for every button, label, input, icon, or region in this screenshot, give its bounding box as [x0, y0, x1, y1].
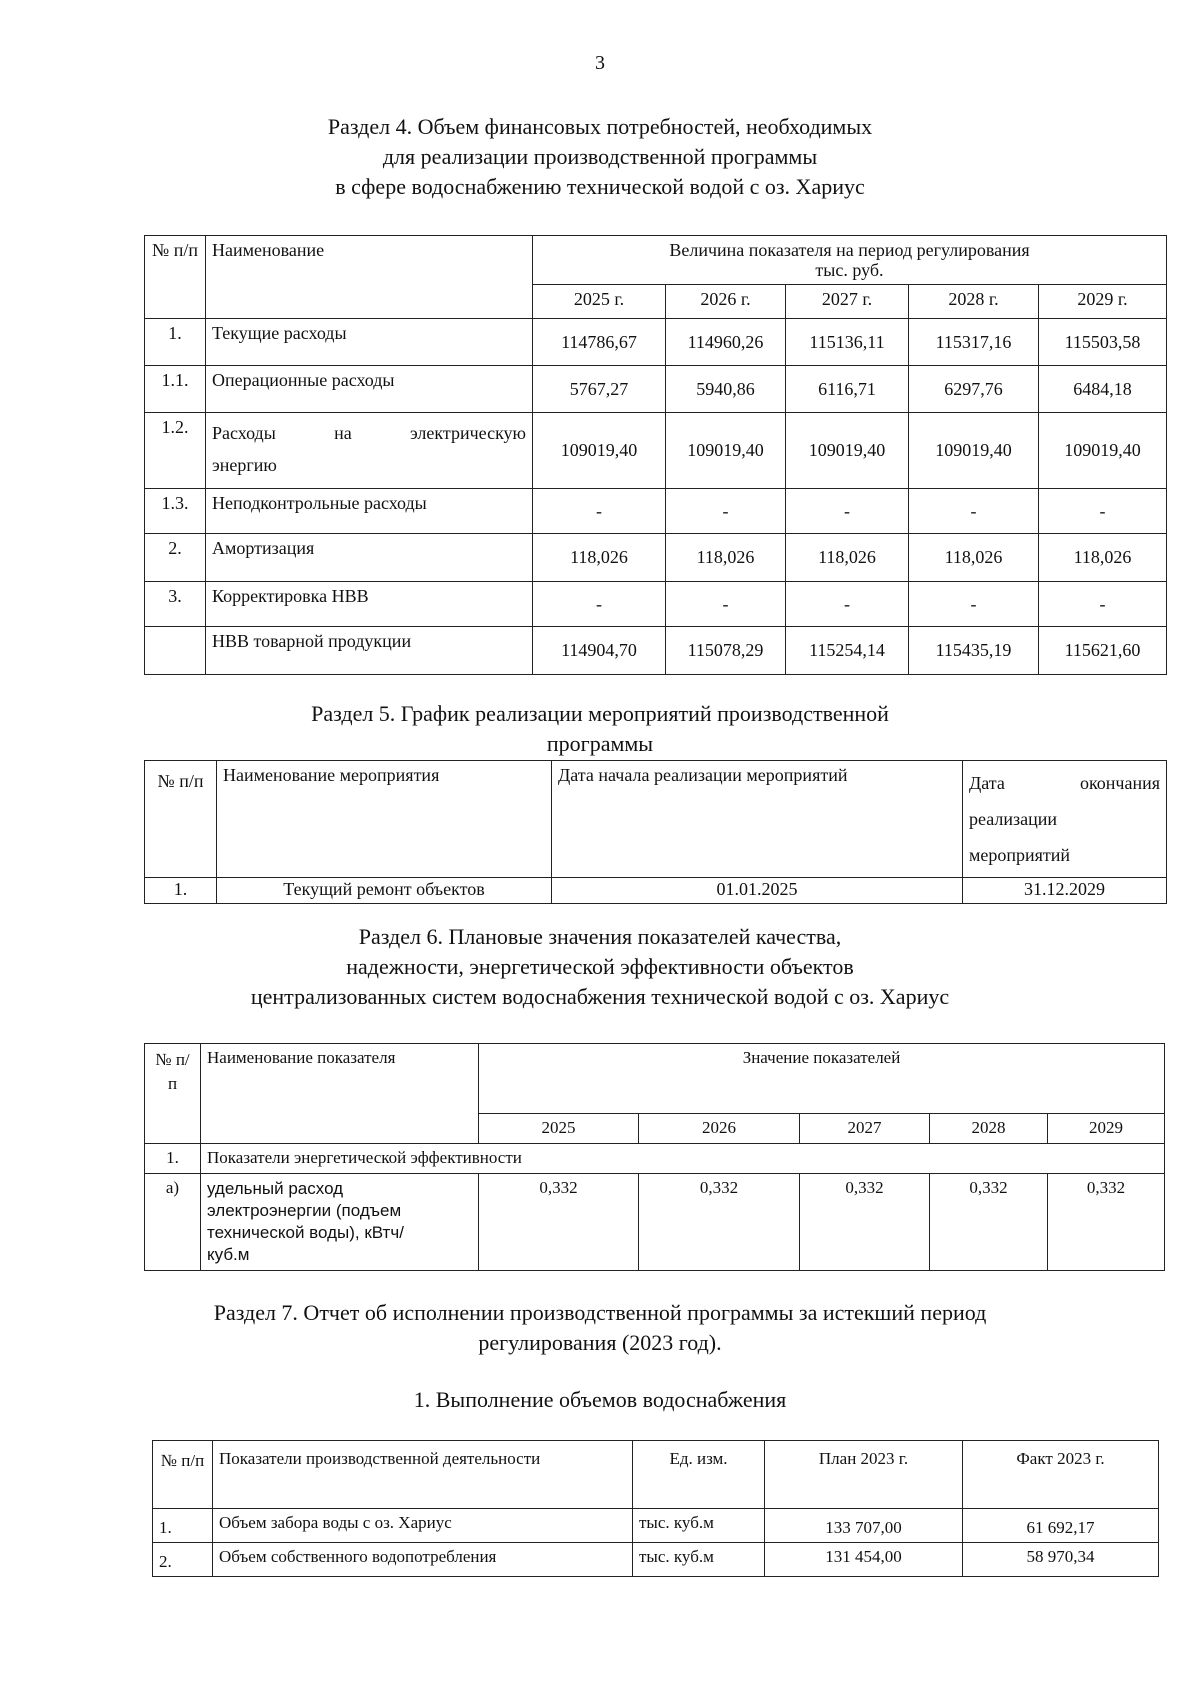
section-4-title-line: Раздел 4. Объем финансовых потребностей, необходимых [327, 114, 873, 139]
row-value: 115621,60 [1039, 627, 1167, 675]
row-name: НВВ товарной продукции [206, 627, 533, 675]
header-fact: Факт 2023 г. [963, 1441, 1159, 1509]
year-header: 2029 г. [1039, 285, 1167, 319]
table-row [145, 582, 1167, 627]
table-row [145, 319, 1167, 366]
row-value: 118,026 [666, 534, 786, 582]
row-value: 115078,29 [666, 627, 786, 675]
row-value: 118,026 [1039, 534, 1167, 582]
row-value: 114786,67 [533, 319, 666, 366]
header-no: № п/п [145, 1044, 201, 1144]
section-7-title [0, 1298, 1200, 1358]
page-number: 3 [595, 52, 605, 74]
table-row [145, 878, 1167, 904]
section-7-title-line: Раздел 7. Отчет об исполнении производственной программы за истекший период [213, 1300, 987, 1325]
quality-indicators-table [144, 1043, 1165, 1271]
year-header: 2026 г. [666, 285, 786, 319]
row-plan: 133 707,00 [765, 1509, 963, 1543]
year-header: 2025 г. [533, 285, 666, 319]
header-value [533, 236, 1167, 285]
row-value: 118,026 [786, 534, 909, 582]
section-5-title [0, 699, 1200, 759]
row-value: 118,026 [909, 534, 1039, 582]
year-header: 2028 [930, 1114, 1048, 1144]
section-7-subtitle: 1. Выполнение объемов водоснабжения [413, 1387, 787, 1412]
row-value: 0,332 [930, 1174, 1048, 1271]
header-no: № п/п [153, 1441, 213, 1509]
section-6-title-line: Раздел 6. Плановые значения показателей качества, [358, 924, 842, 949]
section-6-title-line: надежности, энергетической эффективности объектов [346, 954, 854, 979]
row-start-date: 01.01.2025 [552, 878, 963, 904]
financial-needs-table [144, 235, 1167, 675]
row-value: 6116,71 [786, 366, 909, 413]
header-unit: Ед. изм. [633, 1441, 765, 1509]
header-value-line: Величина показателя на период регулирования [669, 240, 1030, 260]
row-value: - [1039, 582, 1167, 627]
row-value: 5940,86 [666, 366, 786, 413]
header-no: № п/п [145, 236, 206, 319]
row-name: Объем собственного водопотребления [213, 1543, 633, 1577]
row-no: 2. [153, 1543, 213, 1577]
row-value: 5767,27 [533, 366, 666, 413]
row-no: 3. [145, 582, 206, 627]
row-value: 0,332 [639, 1174, 800, 1271]
row-name [206, 413, 533, 489]
table-row [145, 534, 1167, 582]
row-value: 109019,40 [666, 413, 786, 489]
row-name-line: энергию [212, 455, 277, 475]
row-unit: тыс. куб.м [633, 1509, 765, 1543]
row-value: 0,332 [800, 1174, 930, 1271]
group-name: Показатели энергетической эффективности [201, 1144, 1165, 1174]
header-plan: План 2023 г. [765, 1441, 963, 1509]
row-no [145, 627, 206, 675]
schedule-table [144, 760, 1167, 904]
row-name: Текущие расходы [206, 319, 533, 366]
row-value: 115254,14 [786, 627, 909, 675]
row-value: - [786, 489, 909, 534]
table-row [145, 1144, 1165, 1174]
table-row [153, 1543, 1159, 1577]
row-value: - [666, 489, 786, 534]
row-value: 6297,76 [909, 366, 1039, 413]
table-row [153, 1509, 1159, 1543]
year-header: 2026 [639, 1114, 800, 1144]
section-6-title-line: централизованных систем водоснабжения технической водой с оз. Хариус [250, 984, 950, 1009]
year-header: 2028 г. [909, 285, 1039, 319]
row-plan: 131 454,00 [765, 1543, 963, 1577]
header-values: Значение показателей [479, 1044, 1165, 1114]
row-fact: 61 692,17 [963, 1509, 1159, 1543]
row-value: - [1039, 489, 1167, 534]
row-value: 115503,58 [1039, 319, 1167, 366]
row-no: 2. [145, 534, 206, 582]
row-end-date: 31.12.2029 [963, 878, 1167, 904]
row-value: - [909, 489, 1039, 534]
header-start-date: Дата начала реализации мероприятий [552, 761, 963, 878]
row-value: 0,332 [1048, 1174, 1165, 1271]
row-value: 109019,40 [1039, 413, 1167, 489]
row-value: - [786, 582, 909, 627]
row-name: удельный расход электроэнергии (подъем технической воды), кВтч/куб.м [201, 1174, 479, 1271]
header-name: Наименование [206, 236, 533, 319]
group-no: 1. [145, 1144, 201, 1174]
row-fact: 58 970,34 [963, 1543, 1159, 1577]
row-value: 114960,26 [666, 319, 786, 366]
row-value: 115435,19 [909, 627, 1039, 675]
section-4-title-line: в сфере водоснабжению технической водой с оз. Хариус [335, 174, 865, 199]
row-value: - [533, 582, 666, 627]
header-value-unit: тыс. руб. [815, 260, 884, 280]
row-value: - [533, 489, 666, 534]
header-no: № п/п [145, 761, 217, 878]
section-4-title-line: для реализации производственной программы [382, 144, 818, 169]
row-value: 118,026 [533, 534, 666, 582]
year-header: 2027 г. [786, 285, 909, 319]
row-value: 0,332 [479, 1174, 639, 1271]
row-value: 115317,16 [909, 319, 1039, 366]
table-row [145, 1174, 1165, 1271]
row-value: 6484,18 [1039, 366, 1167, 413]
row-no: 1. [153, 1509, 213, 1543]
year-header: 2029 [1048, 1114, 1165, 1144]
row-no: 1.1. [145, 366, 206, 413]
section-5-title-line: программы [546, 731, 654, 756]
row-unit: тыс. куб.м [633, 1543, 765, 1577]
header-name: Наименование показателя [201, 1044, 479, 1144]
row-name: Амортизация [206, 534, 533, 582]
row-no: 1.2. [145, 413, 206, 489]
section-6-title [0, 922, 1200, 1012]
header-name: Показатели производственной деятельности [213, 1441, 633, 1509]
row-value: 114904,70 [533, 627, 666, 675]
section-7-title-line: регулирования (2023 год). [478, 1330, 722, 1355]
row-value: 115136,11 [786, 319, 909, 366]
row-value: - [666, 582, 786, 627]
row-no: 1.3. [145, 489, 206, 534]
row-value: 109019,40 [533, 413, 666, 489]
row-name-line: Расходы на электрическую [212, 423, 526, 443]
year-header: 2025 [479, 1114, 639, 1144]
header-name: Наименование мероприятия [217, 761, 552, 878]
row-no: 1. [145, 878, 217, 904]
table-row [145, 489, 1167, 534]
section-5-title-line: Раздел 5. График реализации мероприятий производственной [311, 701, 889, 726]
row-name: Корректировка НВВ [206, 582, 533, 627]
row-value: 109019,40 [909, 413, 1039, 489]
row-value: - [909, 582, 1039, 627]
row-name: Текущий ремонт объектов [217, 878, 552, 904]
water-supply-report-table [152, 1440, 1159, 1577]
row-no: а) [145, 1174, 201, 1271]
section-4-title [0, 112, 1200, 202]
row-value: 109019,40 [786, 413, 909, 489]
row-name: Неподконтрольные расходы [206, 489, 533, 534]
row-name: Операционные расходы [206, 366, 533, 413]
table-row [145, 366, 1167, 413]
row-name: Объем забора воды с оз. Хариус [213, 1509, 633, 1543]
row-no: 1. [145, 319, 206, 366]
year-header: 2027 [800, 1114, 930, 1144]
table-row [145, 413, 1167, 489]
header-end-date: Дата окончания реализации мероприятий [963, 761, 1167, 878]
table-row [145, 627, 1167, 675]
